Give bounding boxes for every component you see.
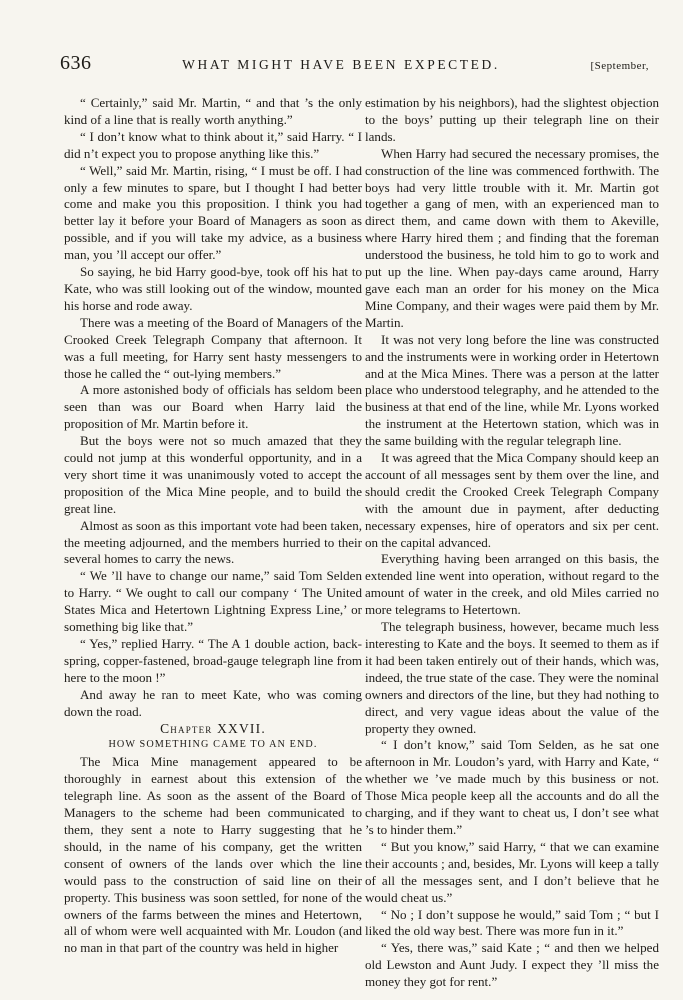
paragraph: It was agreed that the Mica Company should keep an account of all messages sent by them over the line, and should credit the Crooked Creek Telegraph Company with the amount due in payment, after deducting necessary expenses, hire of operators and six per cent. on the capital advanced. <box>365 450 659 550</box>
paragraph: “ Well,” said Mr. Martin, rising, “ I must be off. I had only a few minutes to spare, but I thought I had better come and make you this proposition. I think you had better lay it before your Board of Managers as soon as possible, and if you will take my advice, as a business man, you ’ll accept our offer.” <box>64 162 362 263</box>
paragraph: “ Yes, there was,” said Kate ; “ and then we helped old Lewston and Aunt Judy. I expect they ’ll miss the money they got for rent.” <box>365 940 659 990</box>
paragraph: “ But you know,” said Harry, “ that we can examine their accounts ; and, besides, Mr. Lyons will keep a tally of all the messages sent, and I don’t believe that he would cheat us.” <box>365 838 659 905</box>
paragraph: “ We ’ll have to change our name,” said Tom Selden to Harry. “ We ought to call our company ‘ The United States Mica and Hetertown Lightning Express Line,’ or something big like that.” <box>64 568 362 635</box>
paragraph: “ I don’t know,” said Tom Selden, as he sat one afternoon in Mr. Loudon’s yard, with Harry and Kate, “ whether we ’ve made much by this business or not. Those Mica people keep all the accounts and do all the charging, and if they want to cheat us, I don’t see what ’s to hinder them.” <box>365 737 659 837</box>
paragraph: So saying, he bid Harry good-bye, took off his hat to Kate, who was still looking out of the window, mounted his horse and rode away. <box>64 264 362 313</box>
paragraph: “ No ; I don’t suppose he would,” said Tom ; “ but I liked the old way best. There was more fun in it.” <box>365 906 659 939</box>
paragraph: The telegraph business, however, became much less interesting to Kate and the boys. It seemed to them as if it had been taken entirely out of their hands, which was, indeed, the true state of the case. They were the nominal owners and directors of the line, but they had nothing to direct, and very vague ideas about the value of the property they owned. <box>365 619 659 736</box>
paragraph: There was a meeting of the Board of Managers of the Crooked Creek Telegraph Company that afternoon. It was a full meeting, for Harry sent hasty messengers to those he called the “ out-lying members.” <box>64 314 362 381</box>
paragraph: “ I don’t know what to think about it,” said Harry. “ I did n’t expect you to propose anything like this.” <box>64 128 362 161</box>
right-column <box>365 95 659 991</box>
chapter-heading: Chapter XXVII. <box>160 720 266 736</box>
paragraph: But the boys were not so much amazed that they could not jump at this wonderful opportunity, and in a very short time it was unanimously voted to accept the proposition of the Mica Mine people, and to build the great line. <box>64 433 362 516</box>
running-title: WHAT MIGHT HAVE BEEN EXPECTED. <box>182 57 500 72</box>
running-month: [September, <box>590 60 649 72</box>
chapter-title: HOW SOMETHING CAME TO AN END. <box>108 739 318 751</box>
paragraph: It was not very long before the line was constructed and the instruments were in working order in Hetertown and at the Mica Mines. There was a person at the latter place who understood telegraphy, and he attended to the business at that end of the line, while Mr. Lyons worked the instrument at the Hetertown station, which was in the same building with the regular telegraph line. <box>365 331 659 449</box>
paragraph: “ Yes,” replied Harry. “ The A 1 double action, back-spring, copper-fastened, broad-gauge telegraph line from here to the moon !” <box>64 636 362 685</box>
running-header <box>60 52 649 74</box>
paragraph: And away he ran to meet Kate, who was coming down the road. <box>64 686 362 719</box>
paragraph: “ Certainly,” said Mr. Martin, “ and that ’s the only kind of a line that is really worth anything.” <box>64 95 362 127</box>
paragraph: Almost as soon as this important vote had been taken, the meeting adjourned, and the members hurried to their several homes to carry the news. <box>64 517 362 567</box>
paragraph: Everything having been arranged on this basis, the extended line went into operation, without regard to the amount of water in the creek, and old Miles carried no more telegrams to Hetertown. <box>365 551 659 618</box>
paragraph: When Harry had secured the necessary promises, the construction of the line was commenced forthwith. The boys had very little trouble with it. Mr. Martin got together a gang of men, with an experienced man to direct them, and came down with them to Akeville, where Harry hired them ; and finding that the foreman understood the business, he told him to go to work and put up the line. When pay-days came around, Harry gave each man an order for his money on the Mica Mine Company, and their wages were paid them by Mr. Martin. <box>365 145 659 330</box>
paragraph: The Mica Mine management appeared to be thoroughly in earnest about this extension of the telegraph line. As soon as the assent of the Board of Managers to the scheme had been communicated to them, they sent a note to Harry suggesting that he should, in the name of his company, get the written consent of owners of the lands over which the line would pass to the construction of said line on their property. This business was soon settled, for none of the owners of the farms between the mines and Hetertown, all of whom were well acquainted with Mr. Loudon (and no man in that part of the country was held in higher <box>64 754 362 956</box>
paragraph: estimation by his neighbors), had the slightest objection to the boys’ putting up their telegraph line on their lands. <box>365 95 659 144</box>
page-number: 636 <box>60 52 92 74</box>
paragraph: A more astonished body of officials has seldom been seen than was our Board when Harry laid the proposition of Mr. Martin before it. <box>64 382 362 432</box>
left-column <box>64 95 362 957</box>
